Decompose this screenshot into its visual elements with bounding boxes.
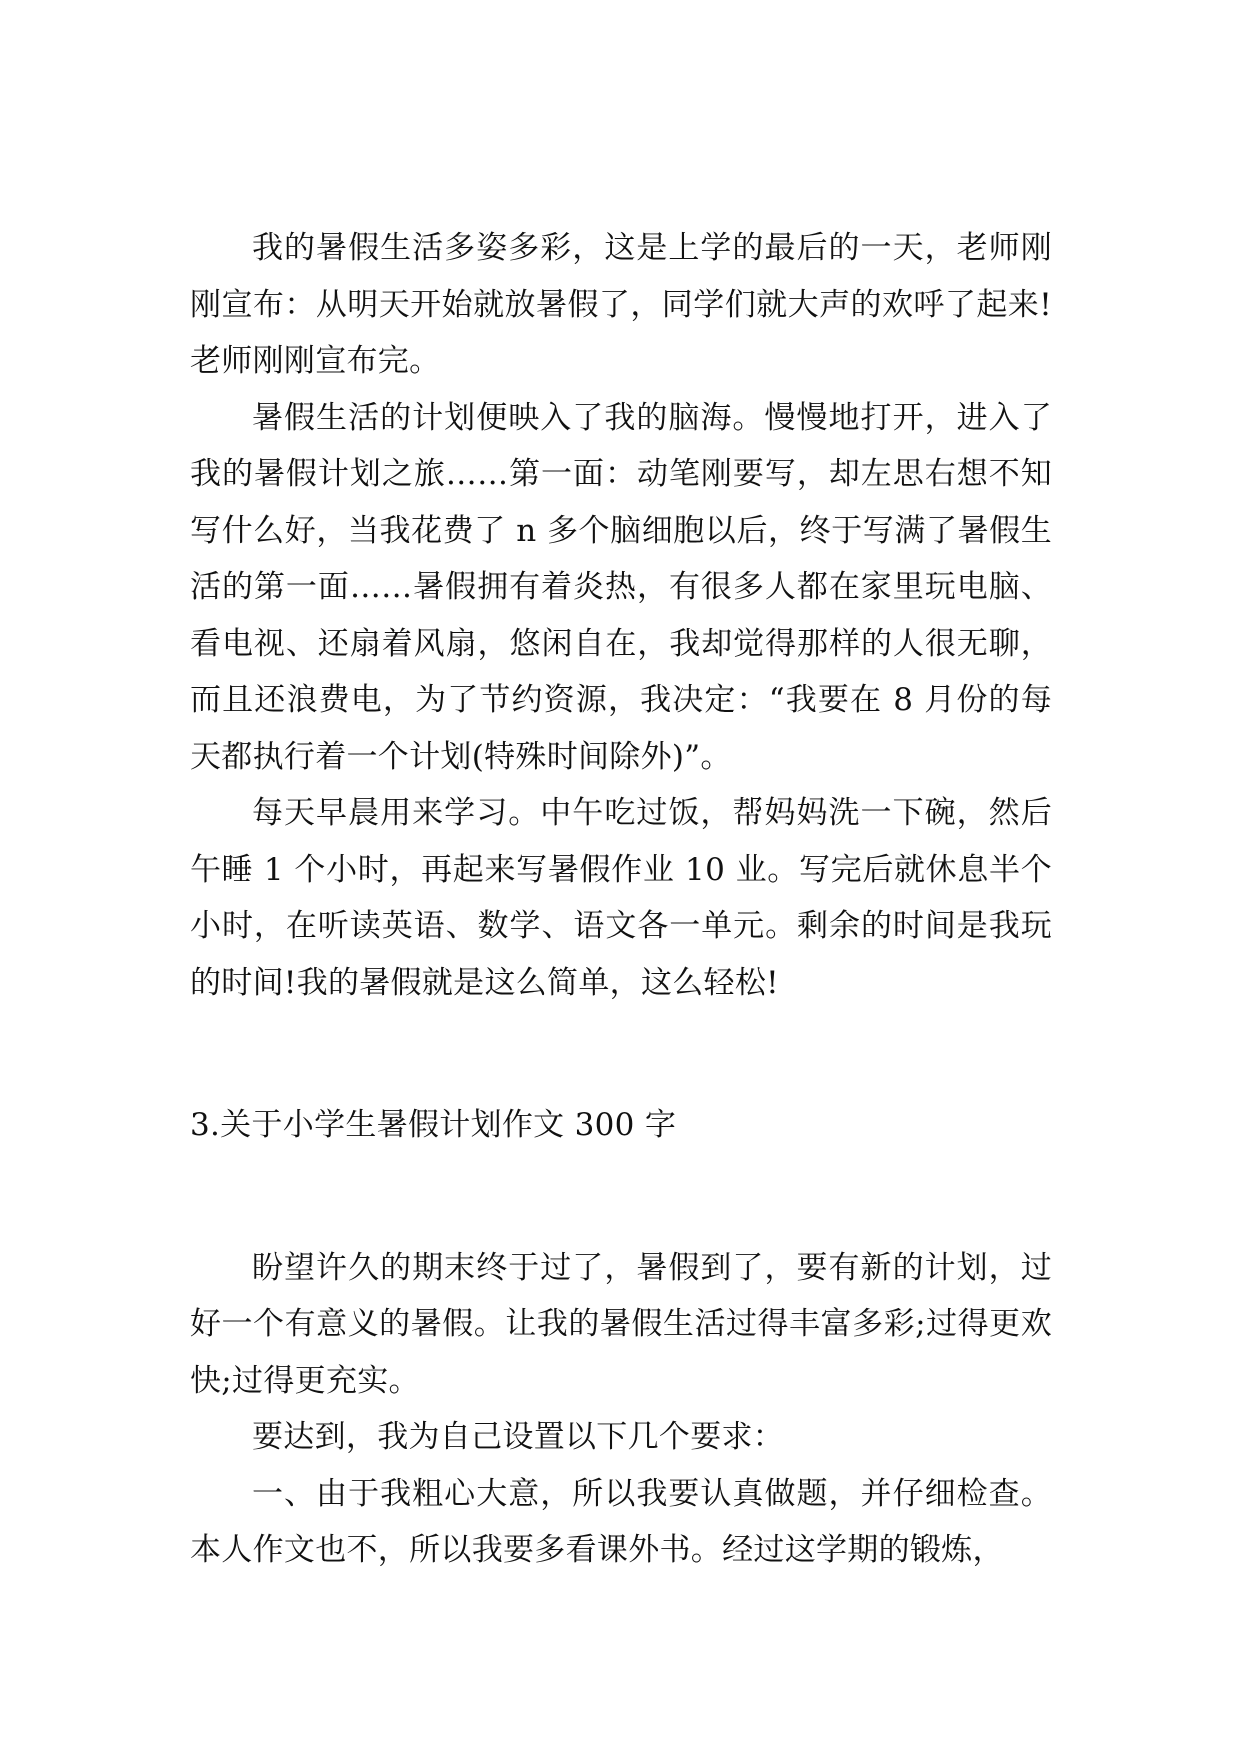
- paragraph: 盼望许久的期末终于过了，暑假到了，要有新的计划，过好一个有意义的暑假。让我的暑假生活过得丰富多彩;过得更欢快;过得更充实。: [190, 1249, 1052, 1399]
- paragraph: 每天早晨用来学习。中午吃过饭，帮妈妈洗一下碗，然后午睡 1 个小时，再起来写暑假作业 10 业。写完后就休息半个小时，在听读英语、数学、语文各一单元。剩余的时间是我玩的时间!我的暑假就是这么简单，这么轻松!: [190, 795, 1052, 1001]
- paragraph: 暑假生活的计划便映入了我的脑海。慢慢地打开，进入了我的暑假计划之旅……第一面：动笔刚要写，却左思右想不知写什么好，当我花费了 n 多个脑细胞以后，终于写满了暑假生活的第一面……暑假拥有着炎热，有很多人都在家里玩电脑、看电视、还扇着风扇，悠闲自在，我却觉得那样的人很无聊，而且还浪费电，为了节约资源，我决定：“我要在 8 月份的每天都执行着一个计划(特殊时间除外)”。: [190, 399, 1052, 775]
- section-heading: 3.关于小学生暑假计划作文 300 字: [190, 1107, 677, 1143]
- paragraph: 我的暑假生活多姿多彩，这是上学的最后的一天，老师刚刚宣布：从明天开始就放暑假了，同学们就大声的欢呼了起来!老师刚刚宣布完。: [190, 230, 1052, 379]
- paragraph: 要达到，我为自己设置以下几个要求：: [252, 1419, 785, 1455]
- paragraph: 一、由于我粗心大意，所以我要认真做题，并仔细检查。本人作文也不，所以我要多看课外书。经过这学期的锻炼，: [190, 1475, 1052, 1568]
- document-body: [190, 220, 1052, 1579]
